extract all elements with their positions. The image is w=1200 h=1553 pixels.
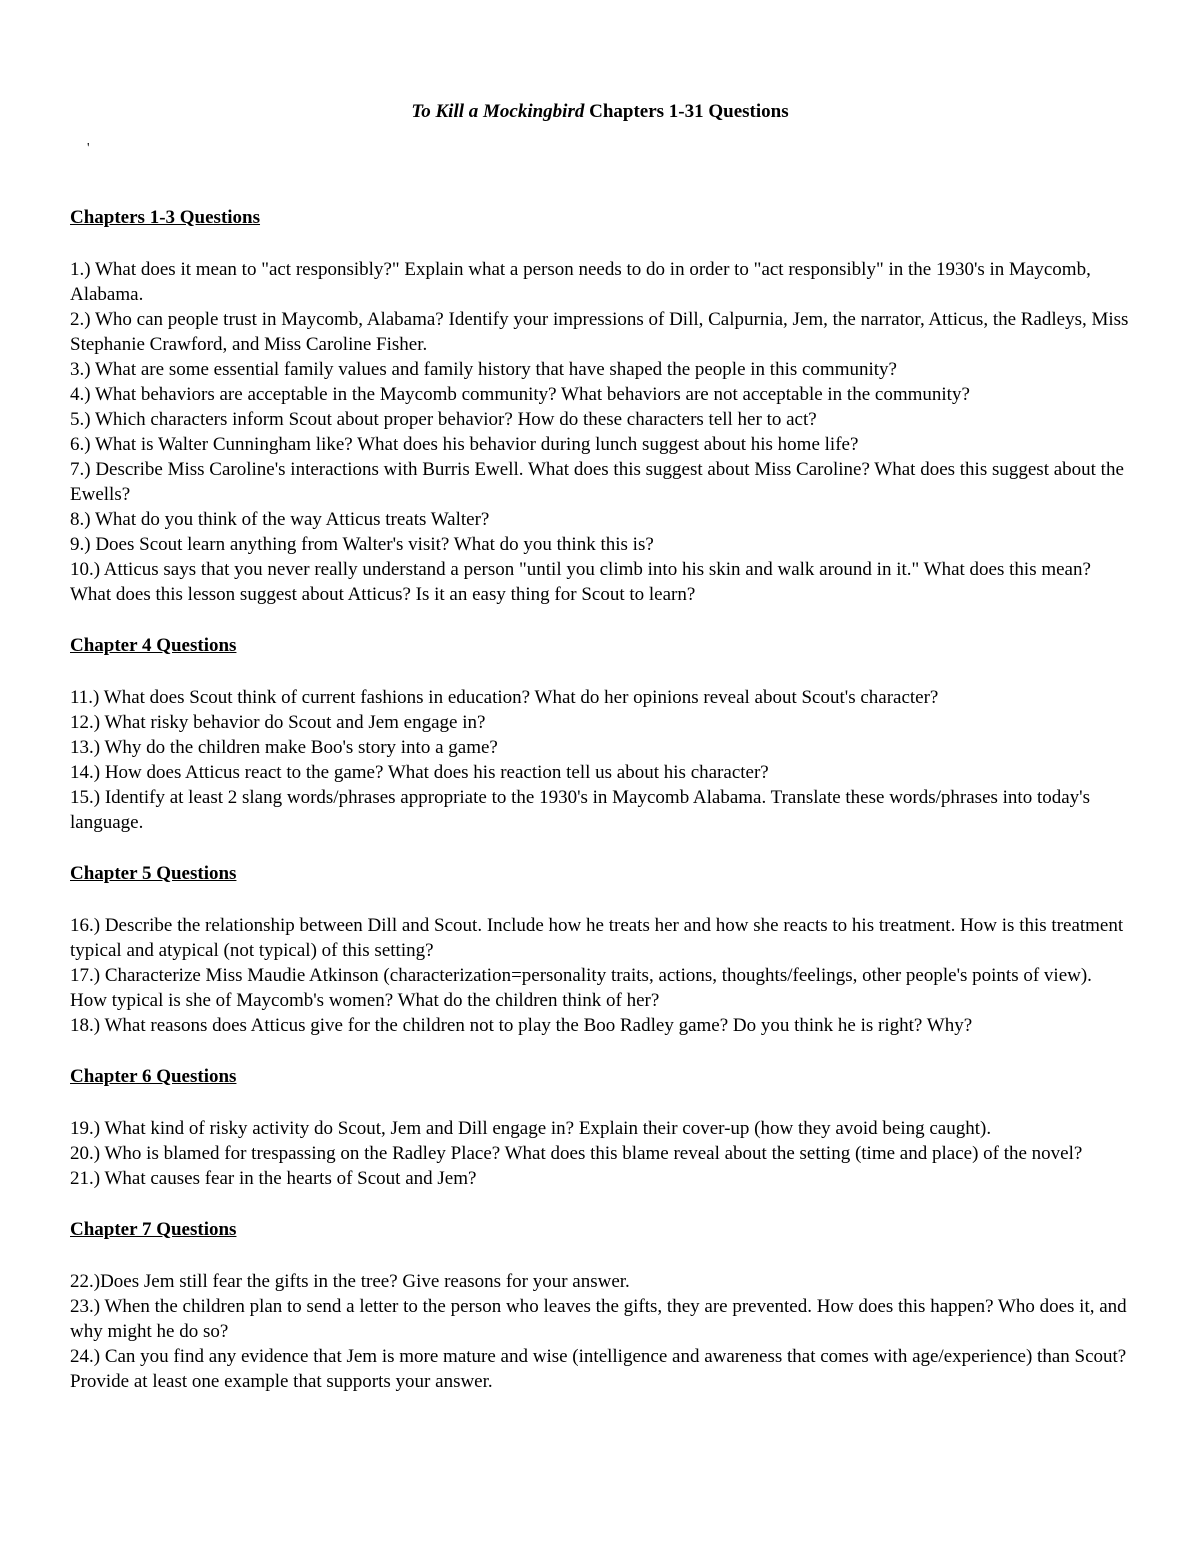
section-chapters-1-3 bbox=[70, 205, 1130, 607]
question-17: 17.) Characterize Miss Maudie Atkinson (characterization=personality traits, actions, thoughts/feelings, other people's points of view). How typical is she of Maycomb's women? What do the children think of her? bbox=[70, 965, 1092, 1011]
question-6: 6.) What is Walter Cunningham like? What does his behavior during lunch suggest about his home life? bbox=[70, 434, 859, 455]
question-10: 10.) Atticus says that you never really understand a person "until you climb into his skin and walk around in it." What does this mean? What does this lesson suggest about Atticus? Is it an easy thing for Scout to learn? bbox=[70, 559, 1091, 605]
question-22: 22.)Does Jem still fear the gifts in the tree? Give reasons for your answer. bbox=[70, 1271, 630, 1292]
question-20: 20.) Who is blamed for trespassing on the Radley Place? What does this blame reveal about the setting (time and place) of the novel? bbox=[70, 1143, 1083, 1164]
question-24: 24.) Can you find any evidence that Jem is more mature and wise (intelligence and awareness that comes with age/experience) than Scout? Provide at least one example that supports your answer. bbox=[70, 1346, 1127, 1392]
section-chapter-6 bbox=[70, 1064, 1130, 1191]
question-1: 1.) What does it mean to "act responsibly?" Explain what a person needs to do in order to "act responsibly" in the 1930's in Maycomb, Alabama. bbox=[70, 259, 1091, 305]
section-chapter-4 bbox=[70, 633, 1130, 835]
section-heading: Chapter 4 Questions bbox=[70, 635, 237, 656]
book-title: To Kill a Mockingbird bbox=[411, 101, 585, 122]
question-8: 8.) What do you think of the way Atticus treats Walter? bbox=[70, 509, 490, 530]
section-heading: Chapter 5 Questions bbox=[70, 863, 237, 884]
question-12: 12.) What risky behavior do Scout and Jem engage in? bbox=[70, 712, 486, 733]
question-15: 15.) Identify at least 2 slang words/phrases appropriate to the 1930's in Maycomb Alabama. Translate these words/phrases into today's language. bbox=[70, 787, 1090, 833]
question-2: 2.) Who can people trust in Maycomb, Alabama? Identify your impressions of Dill, Calpurnia, Jem, the narrator, Atticus, the Radleys, Miss Stephanie Crawford, and Miss Caroline Fisher. bbox=[70, 309, 1129, 355]
questions-content bbox=[70, 205, 1130, 1420]
section-heading: Chapter 7 Questions bbox=[70, 1219, 237, 1240]
question-16: 16.) Describe the relationship between Dill and Scout. Include how he treats her and how she reacts to his treatment. How is this treatment typical and atypical (not typical) of this setting? bbox=[70, 915, 1124, 961]
section-heading: Chapters 1-3 Questions bbox=[70, 207, 261, 228]
question-21: 21.) What causes fear in the hearts of Scout and Jem? bbox=[70, 1168, 477, 1189]
question-23: 23.) When the children plan to send a letter to the person who leaves the gifts, they are prevented. How does this happen? Who does it, and why might he do so? bbox=[70, 1296, 1127, 1342]
question-7: 7.) Describe Miss Caroline's interactions with Burris Ewell. What does this suggest about Miss Caroline? What does this suggest about the Ewells? bbox=[70, 459, 1124, 505]
section-chapter-5 bbox=[70, 861, 1130, 1038]
page-title bbox=[0, 100, 1200, 124]
stray-mark: ' bbox=[87, 141, 90, 156]
question-19: 19.) What kind of risky activity do Scout, Jem and Dill engage in? Explain their cover-up (how they avoid being caught). bbox=[70, 1118, 992, 1139]
question-9: 9.) Does Scout learn anything from Walter's visit? What do you think this is? bbox=[70, 534, 654, 555]
title-suffix: Chapters 1-31 Questions bbox=[584, 101, 789, 122]
question-3: 3.) What are some essential family values and family history that have shaped the people in this community? bbox=[70, 359, 897, 380]
question-4: 4.) What behaviors are acceptable in the Maycomb community? What behaviors are not acceptable in the community? bbox=[70, 384, 970, 405]
question-18: 18.) What reasons does Atticus give for the children not to play the Boo Radley game? Do you think he is right? Why? bbox=[70, 1015, 973, 1036]
question-11: 11.) What does Scout think of current fashions in education? What do her opinions reveal about Scout's character? bbox=[70, 687, 939, 708]
question-14: 14.) How does Atticus react to the game? What does his reaction tell us about his character? bbox=[70, 762, 769, 783]
section-heading: Chapter 6 Questions bbox=[70, 1066, 237, 1087]
question-5: 5.) Which characters inform Scout about proper behavior? How do these characters tell her to act? bbox=[70, 409, 817, 430]
section-chapter-7 bbox=[70, 1217, 1130, 1394]
question-13: 13.) Why do the children make Boo's story into a game? bbox=[70, 737, 498, 758]
